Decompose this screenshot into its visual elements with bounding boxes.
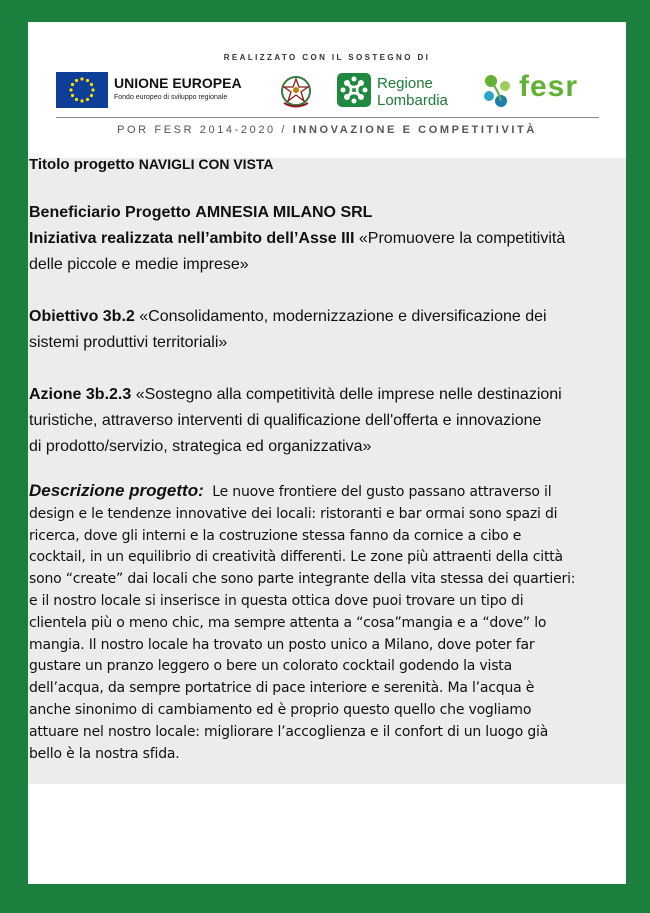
eu-logo	[56, 72, 256, 112]
funding-header	[28, 22, 626, 158]
objective-label: Obiettivo 3b.2	[29, 308, 135, 325]
lombardia-text: Lombardia	[377, 92, 448, 109]
description	[29, 480, 577, 765]
initiative-label: Iniziativa realizzata nell’ambito dell’Asse III	[29, 230, 355, 247]
objective-value: «Consolidamento, modernizzazione e diversificazione dei sistemi produttivi territoriali»	[29, 308, 547, 351]
action-value-cont: di prodotto/servizio, strategica ed organizzativa»	[29, 438, 372, 455]
eu-subtitle: Fondo europeo di sviluppo regionale	[114, 94, 228, 101]
por-caption	[28, 124, 626, 136]
rosa-camuna-icon	[337, 73, 371, 107]
beneficiary-value: AMNESIA MILANO SRL	[195, 204, 373, 221]
regione-text: Regione	[377, 75, 433, 92]
project-title	[29, 156, 577, 173]
por-program: POR FESR 2014-2020 /	[117, 124, 293, 136]
regione-lombardia-logo	[337, 73, 467, 109]
description-label: Descrizione progetto:	[29, 481, 204, 500]
action	[29, 382, 577, 460]
project-content	[29, 156, 577, 765]
beneficiary-label: Beneficiario Progetto	[29, 204, 191, 221]
fesr-logo	[479, 70, 599, 110]
action-value: «Sostegno alla competitività delle imprese nelle destinazioni turistiche, attraverso interventi di qualificazione dell'offerta e innovazione	[29, 386, 562, 429]
italian-emblem-icon	[279, 72, 313, 110]
initiative-value: «Promuovere la competitività delle piccole e medie imprese»	[29, 230, 566, 273]
support-caption: REALIZZATO CON IL SOSTEGNO DI	[223, 53, 431, 62]
description-text: Le nuove frontiere del gusto passano attraverso il design e le tendenze innovative dei locali: ristoranti e bar ormai sono spazi di ricerca, dove gli interni e la costruzione stessa fanno da cornice a cibo e cocktail, in un equilibrio di creatività differenti. Le zone più attraenti della città sono “create” dai locali che sono parte integrante della vita stessa dei quartieri: e il nostro locale si inserisce in questa ottica dove puoi trovare un tipo di clientela più o meno chic, ma sempre attenta a “cosa”mangia e a “dove” lo mangia. Il nostro locale ha trovato un posto unico a Milano, dove poter far gustare un pranzo leggero o bere un colorato cocktail godendo la vista dell’acqua, da sempre portatrice di pace interiore e serenità. Ma l’acqua è anche sinonimo di cambiamento ed è proprio questo quello che vogliamo attuare nel nostro locale: migliorare l’accoglienza e il confort di un luogo già bello è la nostra sfida.	[29, 484, 576, 762]
por-axis: INNOVAZIONE E COMPETITIVITÀ	[292, 124, 537, 136]
fesr-text: fesr	[519, 70, 579, 103]
beneficiary	[29, 200, 577, 226]
objective	[29, 304, 577, 356]
title-value: NAVIGLI CON VISTA	[138, 156, 274, 172]
action-label: Azione 3b.2.3	[29, 386, 132, 403]
initiative	[29, 226, 577, 278]
eu-title: UNIONE EUROPEA	[114, 75, 242, 91]
header-divider	[56, 117, 599, 118]
eu-flag-icon	[56, 72, 108, 108]
fesr-mark-icon	[479, 72, 517, 110]
title-label: Titolo progetto	[29, 156, 135, 173]
